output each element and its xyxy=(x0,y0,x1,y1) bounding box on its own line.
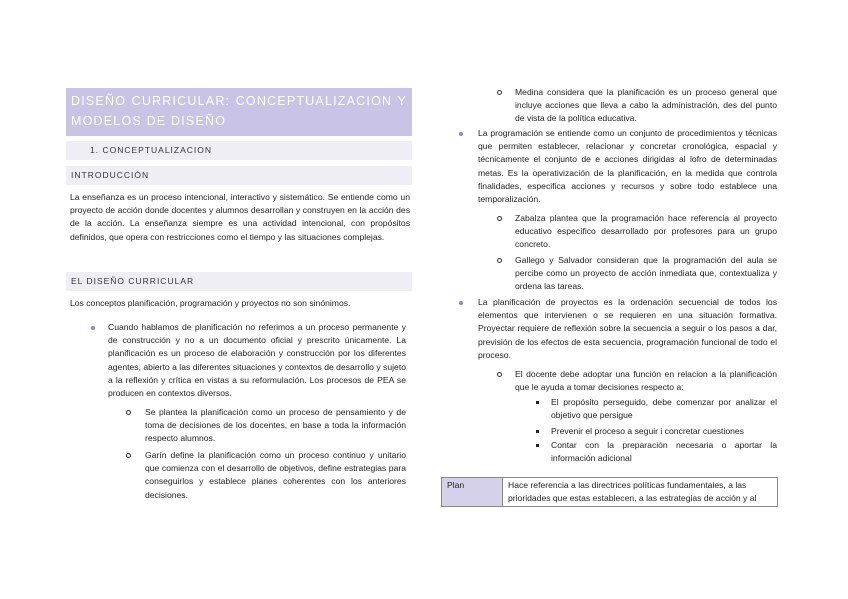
list-item: Se plantea la planificación como un proceso de pensamiento y de toma de decisiones de los docentes, en base a toda la información respecto alumnos. xyxy=(145,407,406,444)
list-item: El docente debe adoptar una función en relacion a la planificación que le ayuda a tomar decisiones respecto a: xyxy=(515,369,777,393)
sub-bullet-icon xyxy=(497,90,502,95)
table-value-cell: Hace referencia a las directrices políticas fundamentales, a las prioridades que estas establecen, a las estrategias de acción y al xyxy=(503,478,778,507)
sub-bullet-icon xyxy=(497,258,502,263)
sub-bullet-icon xyxy=(497,372,502,377)
square-bullet-icon xyxy=(536,401,539,404)
table-row xyxy=(442,478,778,507)
list-item: Contar con la preparación necesaria o aportar la información adicional xyxy=(551,440,777,464)
section-heading-introduccion: INTRODUCCIÓN xyxy=(66,166,412,185)
intro-paragraph: La enseñanza es un proceso intencional, interactivo y sistemático. Se entiende como un proyecto de acción donde docentes y alumnos desarrollan y construyen en la acción des de la acción. La enseñanza siempre es una actividad intencional, con propósitos definidos, que opera con restricciones como el tiempo y las situaciones complejas. xyxy=(70,192,410,242)
square-bullet-icon xyxy=(536,430,539,433)
sub-bullet-icon xyxy=(497,216,502,221)
document-title: DISEÑO CURRICULAR: CONCEPTUALIZACION Y MODELOS DE DISEÑO xyxy=(66,88,412,136)
sub-bullet-icon xyxy=(126,410,131,415)
list-item: Cuando hablamos de planificación no referimos a un proceso permanente y de construcción y no a un documento oficial y prescrito únicamente. La planificación es un proceso de elaboración y construcción por los diferentes agentes, abierto a las diferentes situaciones y contextos de desarrollo y sujeto a la reflexión y crítica en vistas a su reformulación. Los procesos de PEA se producen en contextos diversos. xyxy=(108,322,406,399)
section-heading-conceptualizacion: 1. CONCEPTUALIZACION xyxy=(66,141,412,160)
definition-table xyxy=(441,477,778,507)
list-item: Gallego y Salvador consideran que la programación del aula se percibe como un proyecto de acción inmediata que, contextualiza y ordena las tareas. xyxy=(515,255,777,292)
list-item: Zabalza plantea que la programación hace referencia al proyecto educativo específico desarrollado por profesores para un grupo concreto. xyxy=(515,213,777,250)
square-bullet-icon xyxy=(536,444,539,447)
list-item: Garín define la planificación como un proceso continuo y unitario que comienza con el desarrollo de objetivos, define estrategias para conseguirlos y establece planes coherentes con los anteriores decisiones. xyxy=(145,450,406,500)
bullet-icon xyxy=(459,132,463,136)
list-item: Prevenir el proceso a seguir i concretar cuestiones xyxy=(551,426,744,436)
list-item: Medina considera que la planificación es un proceso general que incluye acciones que lleva a cabo la administración, des del punto de vista de la política educativa. xyxy=(515,87,777,124)
diseno-paragraph: Los conceptos planificación, programación y proyectos no son sinónimos. xyxy=(70,298,351,308)
sub-bullet-icon xyxy=(126,453,131,458)
section-heading-diseno-curricular: EL DISEÑO CURRICULAR xyxy=(66,272,412,291)
table-key-cell: Plan xyxy=(442,478,503,507)
list-item: El propósito perseguido, debe comenzar por analizar el objetivo que persigue xyxy=(551,397,777,421)
bullet-icon xyxy=(91,326,95,330)
list-item: La planificación de proyectos es la ordenación secuencial de todos los elementos que intervienen o se requieren en una situación formativa. Proyectar requiere de reflexión sobre la secuencia a seguir o los pasos a dar, previsión de los efectos de esta secuencia, programación funcional de todo el proceso. xyxy=(478,297,777,360)
list-item: La programación se entiende como un conjunto de procedimientos y técnicas que permiten establecer, relacionar y concretar cronológica, espacial y técnicamente el conjunto de e acciones dirigidas al lofro de determinadas metas. Es la operativización de la planificación, en la medida que controla finalidades, especifica acciones y recursos y sobre todo establece una temporalización. xyxy=(478,128,777,205)
bullet-icon xyxy=(459,301,463,305)
